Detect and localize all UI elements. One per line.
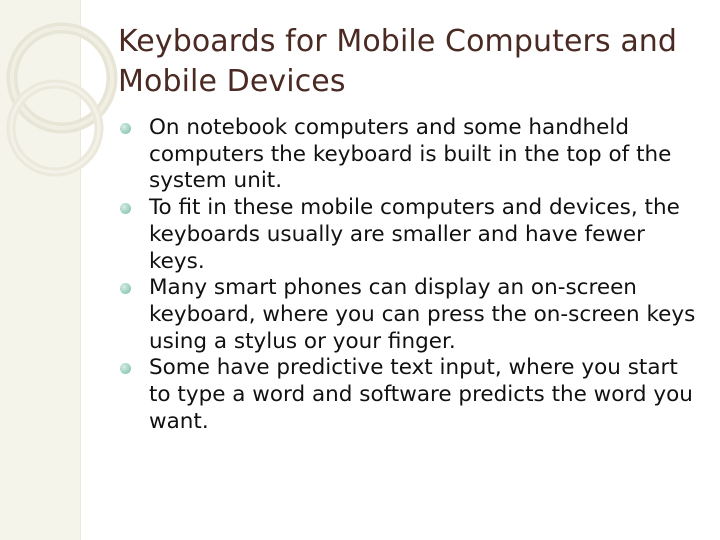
circle-bullet-icon: [120, 123, 131, 134]
bullet-text: Some have predictive text input, where you start to type a word and software predicts the word you want.: [149, 355, 693, 434]
bullet-list: [96, 115, 706, 435]
slide-title: Keyboards for Mobile Computers and Mobile Devices: [118, 24, 678, 99]
circle-bullet-icon: [120, 363, 131, 374]
bullet-text: To fit in these mobile computers and devices, the keyboards usually are smaller and have fewer keys.: [149, 195, 680, 274]
circle-bullet-icon: [120, 283, 131, 294]
bullet-text: Many smart phones can display an on-screen keyboard, where you can press the on-screen keys using a stylus or your finger.: [149, 275, 696, 354]
circle-bullet-icon: [120, 203, 131, 214]
bullet-item: [96, 275, 706, 355]
bullet-item: [96, 195, 706, 275]
bullet-text: On notebook computers and some handheld computers the keyboard is built in the top of the system unit.: [149, 115, 672, 194]
bullet-item: [96, 355, 706, 435]
bullet-item: [96, 115, 706, 195]
